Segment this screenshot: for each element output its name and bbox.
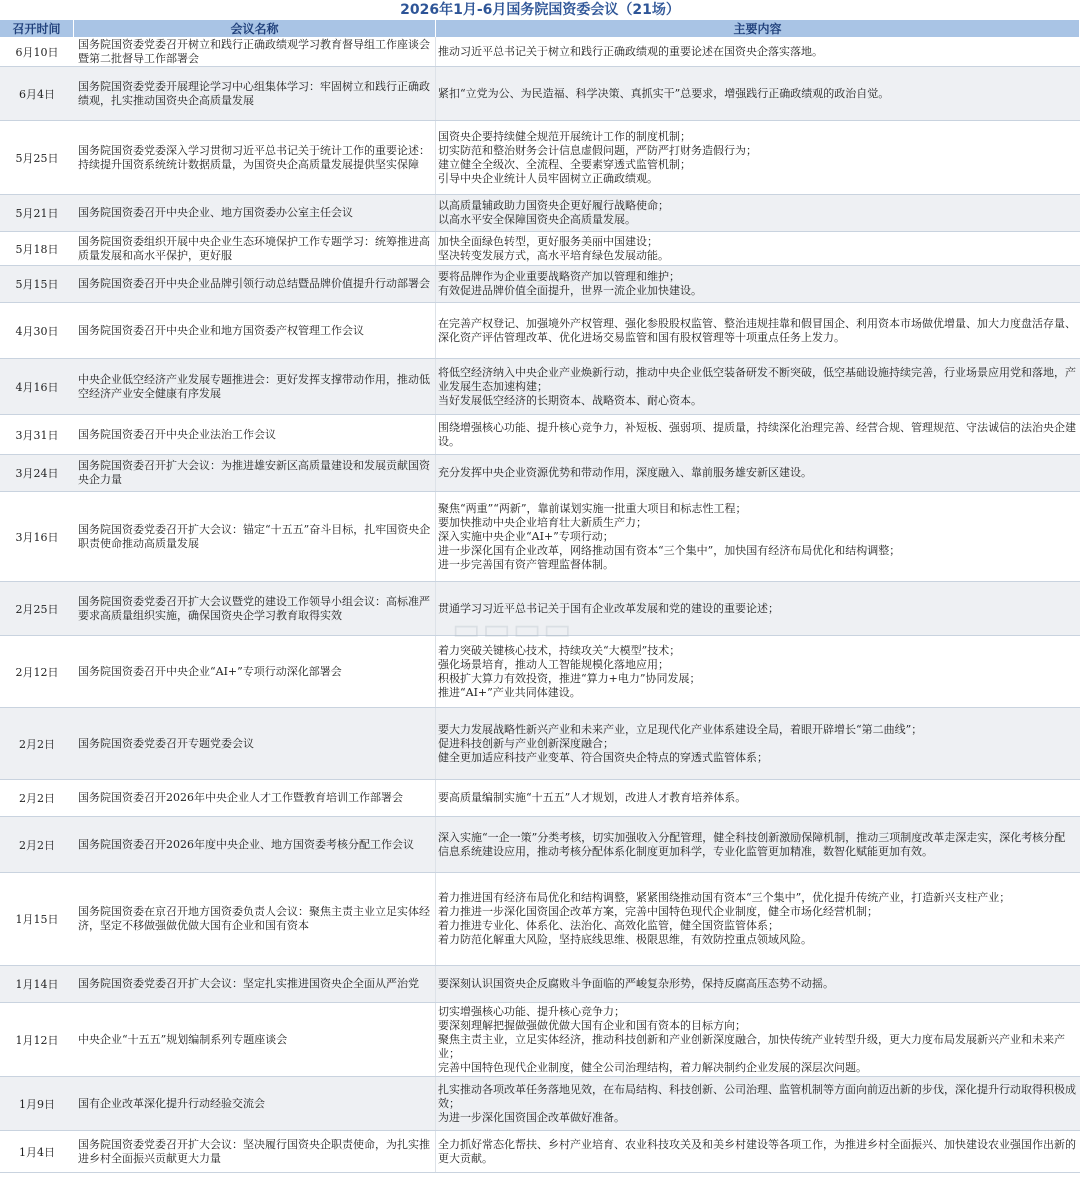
row-date: 2月2日 (19, 792, 55, 805)
table-row (0, 1131, 1080, 1173)
row-date: 1月15日 (15, 913, 59, 926)
content-line: 以高质量辅政助力国资央企更好履行战略使命； (438, 199, 669, 212)
row-meeting-name: 国务院国资委召开2026年度中央企业、地方国资委考核分配工作会议 (74, 817, 436, 872)
row-meeting-name: 国务院国资委党委召开扩大会议：锚定“十五五”奋斗目标，扎牢国资央企职责使命推动高质量发展 (74, 492, 436, 581)
header-name: 会议名称 (74, 20, 436, 37)
row-meeting-name: 国务院国资委召开中央企业“AI+”专项行动深化部署会 (74, 636, 436, 707)
watermark-logo: ▭▭▭▭ (452, 612, 574, 647)
content-line: 聚焦主责主业，立足实体经济，推动科技创新和产业创新深度融合，加快传统产业转型升级，更大力度布局发展新兴产业和未来产业； (438, 1032, 1065, 1060)
content-line: 进一步深化国有企业改革，网络推动国有资本“三个集中”，加快国有经济布局优化和结构调整； (438, 543, 901, 557)
row-meeting-name: 国务院国资委党委召开扩大会议：坚决履行国资央企职责使命，为扎实推进乡村全面振兴贡献更大力量 (74, 1131, 436, 1172)
row-date: 1月4日 (19, 1145, 55, 1159)
content-line: 要深刻认识国资央企反腐败斗争面临的严峻复杂形势，保持反腐高压态势不动摇。 (438, 977, 834, 990)
content-line: 要将品牌作为企业重要战略资产加以管理和维护； (438, 270, 680, 283)
table-body (0, 37, 1080, 1173)
content-line: 切实防范和整治财务会计信息虚假问题，严防严打财务造假行为； (438, 143, 757, 157)
table-row (0, 67, 1080, 121)
content-line: 强化场景培育，推动人工智能规模化落地应用； (438, 657, 669, 671)
row-meeting-name: 中央企业低空经济产业发展专题推进会：更好发挥支撑带动作用，推动低空经济产业安全健康有序发展 (74, 359, 436, 414)
content-line: 要深刻理解把握做强做优做大国有企业和国有资本的目标方向； (438, 1018, 746, 1032)
row-content (436, 455, 1080, 491)
row-date: 5月25日 (15, 151, 59, 165)
content-line: 贯通学习习近平总书记关于国有企业改革发展和党的建设的重要论述； (438, 601, 779, 615)
row-meeting-name: 国务院国资委在京召开地方国资委负责人会议：聚焦主责主业立足实体经济，坚定不移做强做优做大国有企业和国有资本 (74, 873, 436, 965)
content-line: 健全更加适应科技产业变革、符合国资央企特点的穿透式监管体系； (438, 750, 768, 764)
content-line: 要加快推动中央企业培育壮大新质生产力； (438, 515, 647, 529)
table-row (0, 266, 1080, 303)
content-line: 要高质量编制实施“十五五”人才规划，改进人才教育培养体系。 (438, 791, 747, 804)
row-content (436, 1003, 1080, 1076)
content-line: 充分发挥中央企业资源优势和带动作用，深度融入、靠前服务雄安新区建设。 (438, 466, 812, 479)
content-line: 坚决转变发展方式，高水平培育绿色发展动能。 (438, 248, 669, 262)
content-line: 当好发展低空经济的长期资本、战略资本、耐心资本。 (438, 393, 702, 407)
row-content (436, 67, 1080, 120)
header-date: 召开时间 (0, 20, 74, 37)
row-date: 3月24日 (15, 467, 59, 480)
row-date: 4月16日 (15, 380, 59, 394)
row-content (436, 492, 1080, 581)
row-content (436, 37, 1080, 66)
content-line: 着力推进国有经济布局优化和结构调整，紧紧围绕推动国有资本“三个集中”，优化提升传统产业，打造新兴支柱产业； (438, 891, 1011, 904)
row-date: 2月2日 (19, 737, 55, 751)
row-meeting-name: 国务院国资委召开中央企业法治工作会议 (74, 415, 436, 454)
row-content (436, 708, 1080, 779)
row-content (436, 232, 1080, 265)
table-row (0, 232, 1080, 266)
content-line: 围绕增强核心功能、提升核心竞争力，补短板、强弱项、提质量，持续深化治理完善、经营合规、管理规范、守法诚信的法治央企建设。 (438, 420, 1076, 448)
row-meeting-name: 国务院国资委召开中央企业、地方国资委办公室主任会议 (74, 195, 436, 231)
content-line: 扎实推动各项改革任务落地见效，在布局结构、科技创新、公司治理、监管机制等方面向前迈出新的步伐，深化提升行动取得积极成效； (438, 1082, 1076, 1110)
row-content (436, 303, 1080, 358)
content-line: 聚焦“两重”“两新”，靠前谋划实施一批重大项目和标志性工程； (438, 501, 747, 515)
row-date: 2月12日 (15, 665, 59, 679)
content-line: 促进科技创新与产业创新深度融合； (438, 736, 614, 750)
row-meeting-name: 国务院国资委组织开展中央企业生态环境保护工作专题学习：统筹推进高质量发展和高水平保护，更好服 (74, 232, 436, 265)
row-content (436, 415, 1080, 454)
table-row (0, 708, 1080, 780)
row-content (436, 582, 1080, 635)
row-meeting-name: 国务院国资委党委深入学习贯彻习近平总书记关于统计工作的重要论述：持续提升国资系统统计数据质量，为国资央企高质量发展提供坚实保障 (74, 121, 436, 194)
content-line: 着力推进一步深化国资国企改革方案，完善中国特色现代企业制度，健全市场化经营机制； (438, 905, 878, 918)
content-line: 引导中央企业统计人员牢固树立正确政绩观。 (438, 171, 658, 185)
row-date: 1月12日 (15, 1033, 59, 1047)
row-meeting-name: 国务院国资委党委召开专题党委会议 (74, 708, 436, 779)
row-date: 5月18日 (15, 242, 59, 256)
row-meeting-name: 国务院国资委召开中央企业品牌引领行动总结暨品牌价值提升行动部署会 (74, 266, 436, 302)
content-line: 为进一步深化国资国企改革做好准备。 (438, 1110, 625, 1124)
content-line: 深入实施中央企业“AI+”专项行动； (438, 529, 614, 543)
content-line: 全力抓好常态化帮扶、乡村产业培育、农业科技攻关及和美乡村建设等各项工作，为推进乡村全面振兴、加快建设农业强国作出新的更大贡献。 (438, 1137, 1076, 1165)
row-meeting-name: 国有企业改革深化提升行动经验交流会 (74, 1077, 436, 1130)
row-date: 2月2日 (19, 838, 55, 852)
content-line: 要大力发展战略性新兴产业和未来产业，立足现代化产业体系建设全局，着眼开辟增长“第二曲线”； (438, 722, 923, 736)
row-date: 3月16日 (15, 530, 59, 544)
row-date: 4月30日 (15, 324, 59, 338)
row-content (436, 873, 1080, 965)
table-row (0, 492, 1080, 582)
row-date: 1月14日 (15, 978, 59, 991)
content-line: 以高水平安全保障国资央企高质量发展。 (438, 213, 636, 226)
row-date: 6月4日 (19, 87, 55, 101)
table-row (0, 582, 1080, 636)
content-line: 完善中国特色现代企业制度，健全公司治理结构，着力解决制约企业发展的深层次问题。 (438, 1060, 867, 1074)
content-line: 进一步完善国有资产管理监督体制。 (438, 557, 614, 571)
content-line: 有效促进品牌价值全面提升，世界一流企业加快建设。 (438, 284, 702, 297)
row-content (436, 359, 1080, 414)
row-meeting-name: 国务院国资委召开扩大会议：为推进雄安新区高质量建设和发展贡献国资央企力量 (74, 455, 436, 491)
content-line: 积极扩大算力有效投资，推进“算力+电力”协同发展； (438, 671, 701, 685)
row-content (436, 780, 1080, 816)
row-date: 5月15日 (15, 278, 59, 291)
table-row (0, 1003, 1080, 1077)
content-line: 着力防范化解重大风险，坚持底线思维、极限思维，有效防控重点领域风险。 (438, 933, 812, 946)
row-meeting-name: 国务院国资委党委召开扩大会议暨党的建设工作领导小组会议：高标准严要求高质量组织实施，确保国资央企学习教育取得实效 (74, 582, 436, 635)
row-meeting-name: 国务院国资委召开2026年中央企业人才工作暨教育培训工作部署会 (74, 780, 436, 816)
content-line: 建立健全全级次、全流程、全要素穿透式监管机制； (438, 157, 691, 171)
row-date: 3月31日 (15, 428, 59, 442)
table-row (0, 1077, 1080, 1131)
row-date: 5月21日 (15, 207, 59, 220)
content-line: 在完善产权登记、加强境外产权管理、强化参股股权监管、整治违规挂靠和假冒国企、利用资本市场做优增量、加大力度盘活存量、深化资产评估管理改革、优化进场交易监管和国有股权管理等十项重点任务上发力。 (438, 316, 1076, 344)
table-row (0, 817, 1080, 873)
row-meeting-name: 国务院国资委党委开展理论学习中心组集体学习：牢固树立和践行正确政绩观，扎实推动国资央企高质量发展 (74, 67, 436, 120)
table-row (0, 121, 1080, 195)
table-row (0, 415, 1080, 455)
row-meeting-name: 国务院国资委召开中央企业和地方国资委产权管理工作会议 (74, 303, 436, 358)
row-content (436, 817, 1080, 872)
content-line: 推进“AI+”产业共同体建设。 (438, 685, 581, 699)
content-line: 着力突破关键核心技术，持续攻关“大模型”技术； (438, 643, 681, 657)
content-line: 紧扣“立党为公、为民造福、科学决策、真抓实干”总要求，增强践行正确政绩观的政治自觉。 (438, 86, 890, 100)
table-title: 2026年1月-6月国务院国资委会议（21场） (400, 2, 680, 18)
row-date: 6月10日 (15, 45, 59, 59)
table-row (0, 37, 1080, 67)
row-content (436, 266, 1080, 302)
row-content (436, 1077, 1080, 1130)
header-content: 主要内容 (436, 20, 1080, 37)
table-row (0, 780, 1080, 817)
row-date: 2月25日 (15, 602, 59, 616)
row-meeting-name: 中央企业“十五五”规划编制系列专题座谈会 (74, 1003, 436, 1076)
content-line: 深入实施“一企一策”分类考核，切实加强收入分配管理，健全科技创新激励保障机制，推动三项制度改革走深走实，深化考核分配信息系统建设应用，推动考核分配体系化制度更加科学，专业化监管更加精准，数智化赋能更加有效。 (438, 830, 1066, 858)
table-row (0, 195, 1080, 232)
content-line: 将低空经济纳入中央企业产业焕新行动，推动中央企业低空装备研发不断突破，低空基础设施持续完善，行业场景应用党和落地，产业发展生态加速构建； (438, 365, 1076, 393)
row-date: 1月9日 (19, 1097, 55, 1111)
row-content (436, 1131, 1080, 1172)
row-content (436, 636, 1080, 707)
content-line: 切实增强核心功能、提升核心竞争力； (438, 1004, 625, 1018)
content-line: 国资央企要持续健全规范开展统计工作的制度机制； (438, 129, 691, 143)
table-row (0, 359, 1080, 415)
row-meeting-name: 国务院国资委党委召开树立和践行正确政绩观学习教育督导组工作座谈会暨第二批督导工作部署会 (74, 37, 436, 66)
table-row (0, 303, 1080, 359)
row-meeting-name: 国务院国资委党委召开扩大会议：坚定扎实推进国资央企全面从严治党 (74, 966, 436, 1002)
content-line: 加快全面绿色转型，更好服务美丽中国建设； (438, 234, 658, 248)
table-row (0, 455, 1080, 492)
row-content (436, 121, 1080, 194)
content-line: 着力推进专业化、体系化、法治化、高效化监管，健全国资监管体系； (438, 919, 779, 932)
content-line: 推动习近平总书记关于树立和践行正确政绩观的重要论述在国资央企落实落地。 (438, 44, 823, 58)
table-row (0, 966, 1080, 1003)
row-content (436, 195, 1080, 231)
table-header (0, 20, 1080, 37)
table-row (0, 636, 1080, 708)
table-row (0, 873, 1080, 966)
row-content (436, 966, 1080, 1002)
